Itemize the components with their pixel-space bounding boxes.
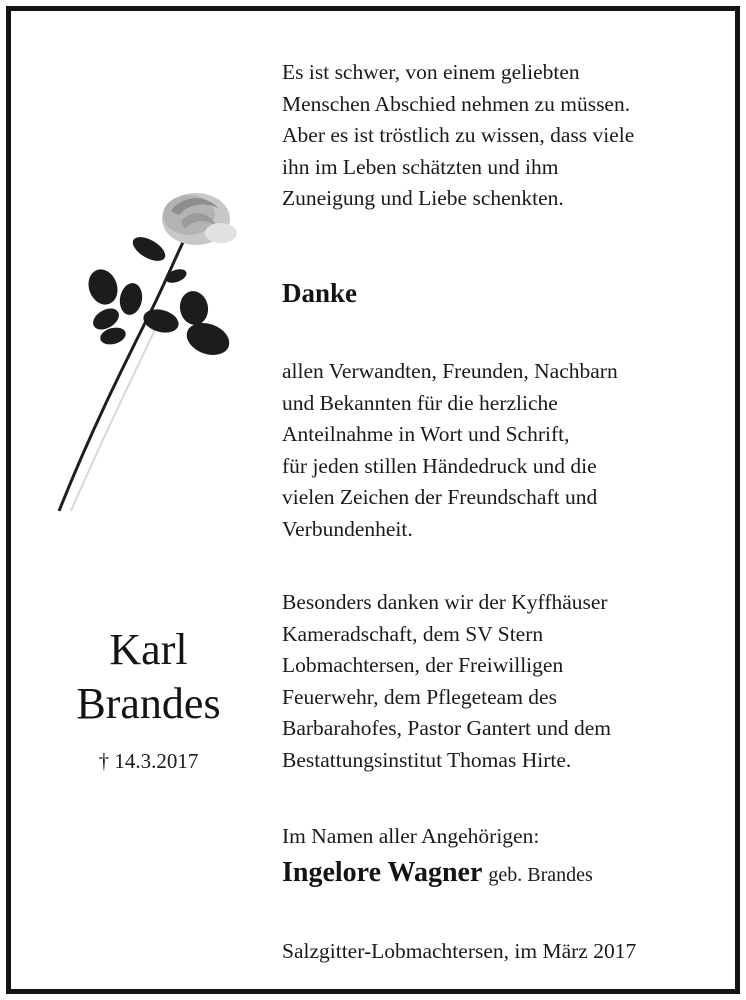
special-thanks-line: Besonders danken wir der Kyffhäuser bbox=[282, 590, 608, 614]
thanks-line: und Bekannten für die herzliche bbox=[282, 390, 558, 415]
signature-name: Ingelore Wagner bbox=[282, 857, 483, 888]
thanks-line: Anteilnahme in Wort und Schrift, bbox=[282, 422, 570, 446]
deceased-last-name: Brandes bbox=[76, 679, 221, 728]
thanks-line: allen Verwandten, Freunden, Nachbarn bbox=[282, 359, 618, 383]
poem-line: ihn im Leben schätzten und ihm bbox=[282, 154, 559, 179]
special-thanks-line: Kameradschaft, dem SV Stern bbox=[282, 621, 544, 646]
rose-image bbox=[51, 181, 251, 521]
poem-line: Menschen Abschied nehmen zu müssen. bbox=[282, 91, 631, 116]
death-date: † 14.3.2017 bbox=[98, 749, 199, 773]
obituary-card bbox=[6, 6, 740, 994]
special-thanks-line: Barbarahofes, Pastor Gantert und dem bbox=[282, 716, 611, 740]
thanks-line: Verbundenheit. bbox=[282, 516, 413, 541]
place-date: Salzgitter-Lobmachtersen, im März 2017 bbox=[282, 939, 637, 963]
signature-maiden-name: geb. Brandes bbox=[488, 864, 593, 886]
special-thanks-line: Feuerwehr, dem Pflegeteam des bbox=[282, 684, 557, 709]
signature bbox=[282, 857, 593, 889]
poem-line: Zuneigung und Liebe schenkten. bbox=[282, 186, 564, 210]
special-thanks-line: Bestattungsinstitut Thomas Hirte. bbox=[282, 747, 572, 772]
signature-intro: Im Namen aller Angehörigen: bbox=[282, 824, 540, 848]
poem-line: Es ist schwer, von einem geliebten bbox=[282, 60, 580, 84]
thanks-text bbox=[282, 356, 722, 545]
deceased-first-name: Karl bbox=[109, 625, 188, 674]
special-thanks-line: Lobmachtersen, der Freiwilligen bbox=[282, 653, 564, 677]
rose-bloom bbox=[162, 193, 237, 245]
special-thanks bbox=[282, 587, 722, 776]
thanks-line: für jeden stillen Händedruck und die bbox=[282, 453, 597, 478]
thanks-heading: Danke bbox=[282, 278, 358, 308]
poem-line: Aber es ist tröstlich zu wissen, dass viele bbox=[282, 123, 635, 147]
thanks-line: vielen Zeichen der Freundschaft und bbox=[282, 485, 598, 509]
intro-poem bbox=[282, 57, 722, 215]
